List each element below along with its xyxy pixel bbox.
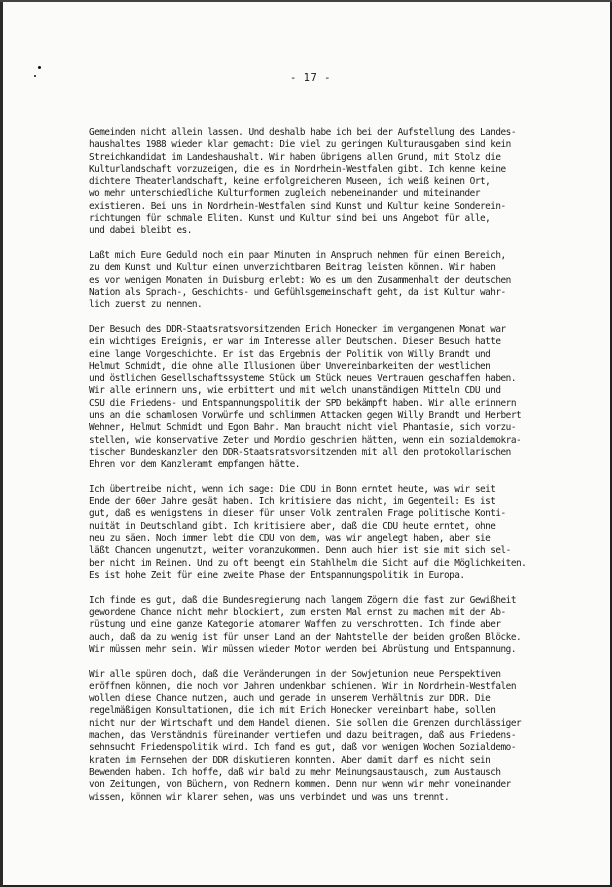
text-line: Bewenden haben. Ich hoffe, daß wir bald zu mehr Meinungsaustausch, zum Austausch: [89, 766, 501, 778]
text-line: Wehner, Helmut Schmidt und Egon Bahr. Man braucht nicht viel Phantasie, sich vorzu-: [89, 422, 516, 434]
text-line: lich zuerst zu nennen.: [89, 299, 203, 311]
text-line: Ende der 60er Jahre gesät haben. Ich kritisiere das nicht, im Gegenteil: Es ist: [89, 496, 496, 508]
scan-edge-top: [0, 0, 612, 2]
text-line: zu dem Kunst und Kultur einen unverzichtbaren Beitrag leisten können. Wir haben: [89, 262, 496, 274]
text-line: existieren. Bei uns in Nordrhein-Westfalen sind Kunst und Kultur keine Sonderein-: [89, 200, 506, 212]
text-line: wo mehr unterschiedliche Kulturformen zugleich nebeneinander und miteinander: [89, 188, 480, 200]
text-line: gut, daß es wenigstens in dieser für unser Volk zentralen Frage politische Konti-: [89, 508, 506, 520]
text-line: sehnsucht Friedenspolitik wird. Ich fand es gut, daß vor wenigen Wochen Sozialdemo-: [89, 742, 516, 754]
text-line: Wir müssen mehr sein. Wir müssen wieder Motor werden bei Abrüstung und Entspannung.: [89, 643, 516, 655]
text-line: Streichkandidat im Landeshaushalt. Wir haben übrigens allen Grund, mit Stolz die: [89, 151, 501, 163]
text-line: Es ist hohe Zeit für eine zweite Phase der Entspannungspolitik in Europa.: [89, 569, 465, 581]
scan-speck: [38, 66, 41, 69]
text-line: von Zeitungen, von Büchern, von Rednern kommen. Denn nur wenn wir mehr voneinander: [89, 779, 511, 791]
text-line: Kulturlandschaft vorzuzeigen, die es in Nordrhein-Westfalen gibt. Ich kenne keine: [89, 163, 506, 175]
text-line: tischer Bundeskanzler den DDR-Staatsratsvorsitzenden mit all den protokollarischen: [89, 446, 511, 458]
paragraph: [89, 595, 569, 656]
text-line: wissen, können wir klarer sehen, was uns verbindet und was uns trennt.: [89, 791, 450, 803]
text-line: Laßt mich Eure Geduld noch ein paar Minuten in Anspruch nehmen für einen Bereich,: [89, 250, 506, 262]
text-line: ein wichtiges Ereignis, er war im Interesse aller Deutschen. Dieser Besuch hatte: [89, 336, 501, 348]
text-line: kraten im Fernsehen der DDR diskutieren konnten. Aber damit darf es nicht sein: [89, 754, 491, 766]
text-line: machen, das Verständnis füreinander vertiefen und dazu beitragen, daß aus Friedens-: [89, 730, 516, 742]
paragraph: [89, 484, 569, 582]
page-number: - 17 -: [290, 72, 331, 84]
text-line: eine lange Vorgeschichte. Er ist das Ergebnis der Politik von Willy Brandt und: [89, 348, 491, 360]
text-line: richtungen für schmale Eliten. Kunst und Kultur sind bei uns Angebot für alle,: [89, 213, 491, 225]
text-line: nuität in Deutschland gibt. Ich kritisiere aber, daß die CDU heute erntet, ohne: [89, 520, 496, 532]
paragraph: [89, 324, 569, 472]
text-line: rüstung und eine ganze Kategorie atomarer Waffen zu verschrotten. Ich finde aber: [89, 619, 501, 631]
text-line: dichtere Theaterlandschaft, keine erfolgreicheren Museen, ich weiß keinen Ort,: [89, 176, 491, 188]
text-line: ber nicht im Reinen. Und zu oft beengt ein Stahlhelm die Sicht auf die Möglichkeiten.: [89, 557, 527, 569]
text-line: nicht nur der Wirtschaft und dem Handel dienen. Sie sollen die Grenzen durchlässiger: [89, 717, 522, 729]
letter-body: [89, 127, 569, 816]
paragraph: [89, 250, 569, 311]
text-line: Ich finde es gut, daß die Bundesregierung nach langem Zögern die fast zur Gewißheit: [89, 594, 516, 606]
text-line: Der Besuch des DDR-Staatsratsvorsitzenden Erich Honecker im vergangenen Monat war: [89, 323, 506, 335]
text-line: es vor wenigen Monaten in Duisburg erlebt: Wo es um den Zusammenhalt der deutschen: [89, 274, 511, 286]
scan-edge-left: [0, 0, 3, 887]
scan-speck: [34, 75, 36, 77]
text-line: gewordene Chance nicht mehr blockiert, zum ersten Mal ernst zu machen mit der Ab-: [89, 606, 506, 618]
text-line: wollen diese Chance nutzen, auch und gerade in unserem Verhältnis zur DDR. Die: [89, 693, 491, 705]
text-line: Ich übertreibe nicht, wenn ich sage: Die CDU in Bonn erntet heute, was wir seit: [89, 483, 496, 495]
text-line: Gemeinden nicht allein lassen. Und deshalb habe ich bei der Aufstellung des Landes-: [89, 127, 516, 138]
text-line: und östlichen Gesellschaftssysteme Stück um Stück neues Vertrauen geschaffen haben.: [89, 373, 516, 385]
text-line: und dabei bleibt es.: [89, 225, 192, 237]
text-line: regelmäßigen Konsultationen, die ich mit Erich Honecker vereinbart habe, sollen: [89, 705, 496, 717]
paragraph: [89, 127, 569, 238]
text-line: Ehren vor dem Kanzleramt empfangen hätte.: [89, 459, 300, 471]
text-line: eröffnen können, die noch vor Jahren undenkbar schienen. Wir in Nordrhein-Westfalen: [89, 680, 516, 692]
text-line: neu zu säen. Noch immer lebt die CDU von dem, was wir angelegt haben, aber sie: [89, 533, 491, 545]
text-line: auch, daß da zu wenig ist für unser Land an der Nahtstelle der beiden großen Blöcke.: [89, 631, 522, 643]
text-line: Wir alle erinnern uns, wie erbittert und mit welch unanständigen Mitteln CDU und: [89, 385, 501, 397]
text-line: uns an die schamlosen Vorwürfe und schlimmen Attacken gegen Willy Brandt und Herbert: [89, 410, 522, 422]
text-line: stellen, wie konservative Zeter und Mordio geschrien hätten, wenn ein sozialdemokra-: [89, 434, 522, 446]
text-line: Helmut Schmidt, die ohne alle Illusionen über Unvereinbarkeiten der westlichen: [89, 360, 491, 372]
text-line: Nation als Sprach-, Geschichts- und Gefühlsgemeinschaft geht, da ist Kultur wahr-: [89, 286, 506, 298]
text-line: läßt Chancen ungenutzt, weiter voranzukommen. Denn auch hier ist sie mit sich sel-: [89, 545, 511, 557]
paragraph: [89, 669, 569, 804]
text-line: CSU die Friedens- und Entspannungspolitik der SPD bekämpft haben. Wir alle erinnern: [89, 397, 516, 409]
text-line: Wir alle spüren doch, daß die Veränderungen in der Sowjetunion neue Perspektiven: [89, 668, 501, 680]
text-line: haushaltes 1988 wieder klar gemacht: Die viel zu geringen Kulturausgaben sind kein: [89, 139, 511, 151]
